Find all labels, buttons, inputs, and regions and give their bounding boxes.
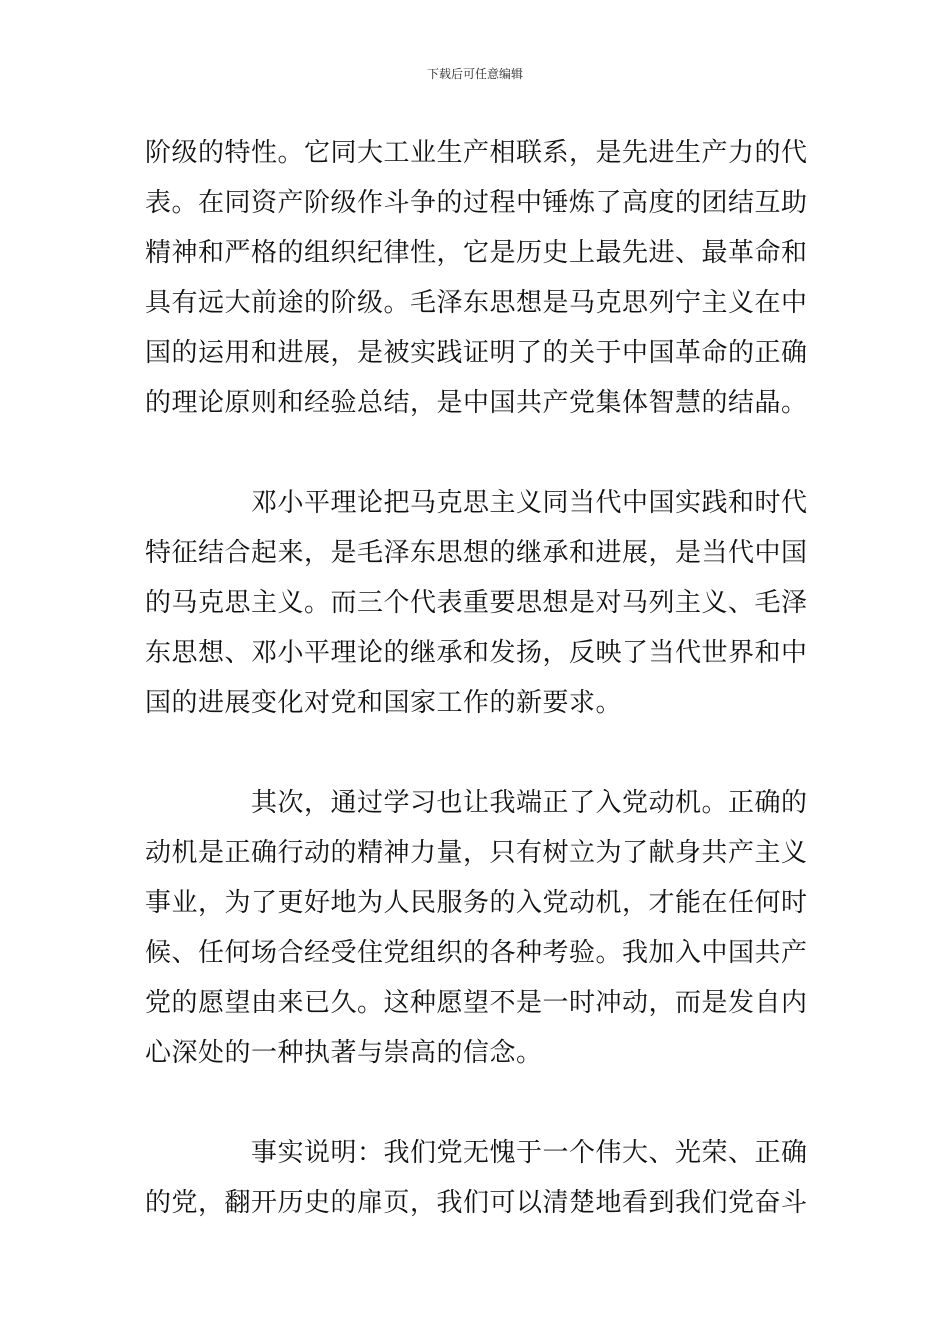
text-line: 精神和严格的组织纪律性，它是历史上最先进、最革命和 (145, 238, 808, 268)
text-line: 表。在同资产阶级作斗争的过程中锤炼了高度的团结互助 (145, 188, 808, 218)
paragraph (145, 778, 810, 1078)
text-line: 具有远大前途的阶级。毛泽东思想是马克思列宁主义在中 (145, 288, 808, 318)
text-line: 事实说明：我们党无愧于一个伟大、光荣、正确 (251, 1138, 808, 1168)
text-line: 东思想、邓小平理论的继承和发扬，反映了当代世界和中 (145, 638, 808, 668)
text-line: 国的运用和进展，是被实践证明了的关于中国革命的正确 (145, 338, 808, 368)
paragraph (145, 478, 810, 728)
page-header: 下载后可任意编辑 (426, 67, 523, 81)
paragraph-spacer (145, 1078, 810, 1128)
text-line: 特征结合起来，是毛泽东思想的继承和进展，是当代中国 (145, 538, 808, 568)
text-line: 国的进展变化对党和国家工作的新要求。 (145, 688, 623, 718)
text-line: 的党，翻开历史的扉页，我们可以清楚地看到我们党奋斗 (145, 1188, 808, 1218)
text-line: 党的愿望由来已久。这种愿望不是一时冲动，而是发自内 (145, 988, 808, 1018)
text-line: 邓小平理论把马克思主义同当代中国实践和时代 (251, 488, 808, 518)
text-line: 其次，通过学习也让我端正了入党动机。正确的 (251, 788, 808, 818)
paragraph (145, 128, 810, 428)
paragraph-spacer (145, 428, 810, 478)
text-line: 的理论原则和经验总结，是中国共产党集体智慧的结晶。 (145, 388, 808, 418)
text-line: 心深处的一种执著与崇高的信念。 (145, 1038, 543, 1068)
document-body (145, 128, 810, 1228)
paragraph-spacer (145, 728, 810, 778)
text-line: 阶级的特性。它同大工业生产相联系，是先进生产力的代 (145, 138, 808, 168)
paragraph (145, 1128, 810, 1228)
text-line: 候、任何场合经受住党组织的各种考验。我加入中国共产 (145, 938, 808, 968)
text-line: 事业，为了更好地为人民服务的入党动机，才能在任何时 (145, 888, 808, 918)
text-line: 的马克思主义。而三个代表重要思想是对马列主义、毛泽 (145, 588, 808, 618)
text-line: 动机是正确行动的精神力量，只有树立为了献身共产主义 (145, 838, 808, 868)
